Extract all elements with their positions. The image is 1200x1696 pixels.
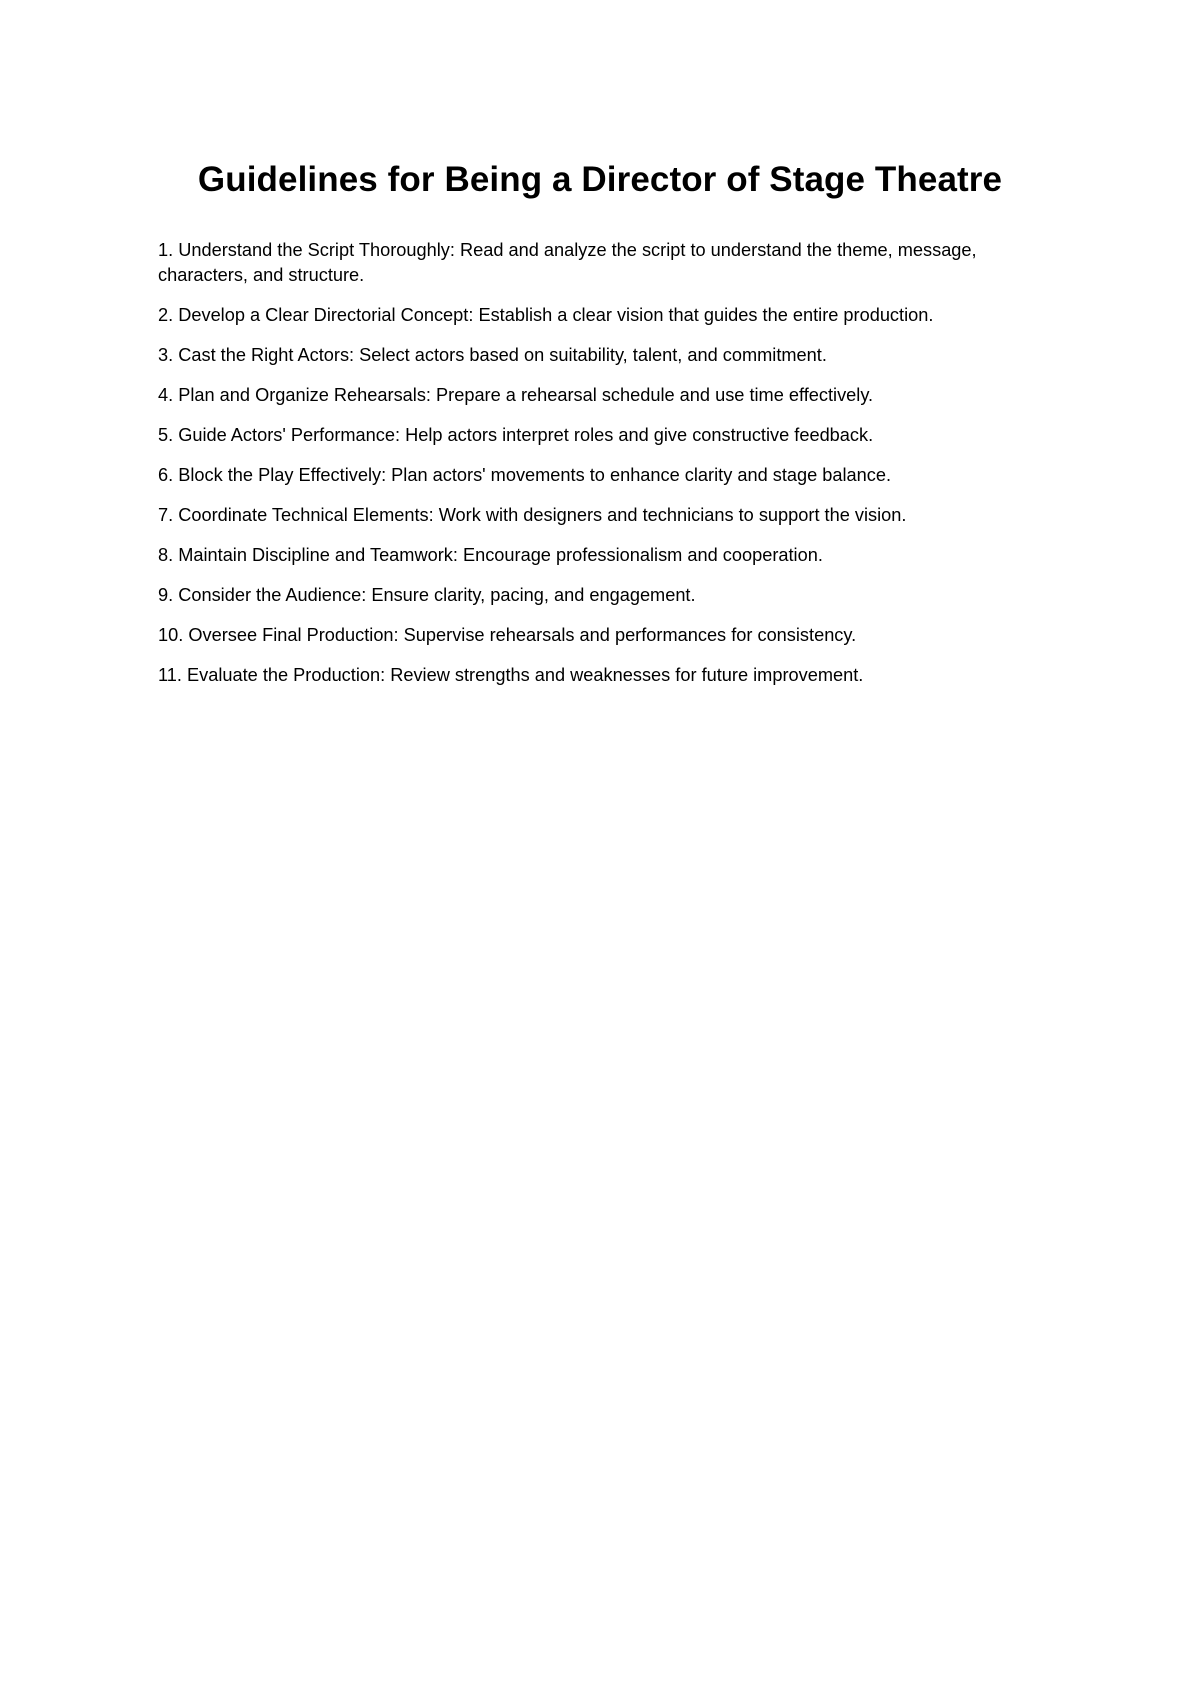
guideline-item: 11. Evaluate the Production: Review strengths and weaknesses for future improvement.: [158, 665, 864, 685]
guideline-item: 6. Block the Play Effectively: Plan actors' movements to enhance clarity and stage balance.: [158, 465, 892, 485]
guideline-item: 8. Maintain Discipline and Teamwork: Encourage professionalism and cooperation.: [158, 545, 823, 565]
document-title: Guidelines for Being a Director of Stage Theatre: [197, 160, 1003, 199]
guideline-item: 2. Develop a Clear Directorial Concept: Establish a clear vision that guides the entire production.: [158, 305, 934, 325]
guideline-item: 3. Cast the Right Actors: Select actors based on suitability, talent, and commitment.: [158, 345, 827, 365]
guideline-item: 9. Consider the Audience: Ensure clarity, pacing, and engagement.: [158, 585, 696, 605]
guideline-item: 1. Understand the Script Thoroughly: Read and analyze the script to understand the theme, message, characters, and structure.: [158, 240, 977, 285]
guideline-item: 10. Oversee Final Production: Supervise rehearsals and performances for consistency.: [158, 625, 857, 645]
guideline-item: 5. Guide Actors' Performance: Help actors interpret roles and give constructive feedback.: [158, 425, 874, 445]
guideline-item: 4. Plan and Organize Rehearsals: Prepare a rehearsal schedule and use time effectively.: [158, 385, 874, 405]
guidelines-list: [158, 238, 1048, 703]
guideline-item: 7. Coordinate Technical Elements: Work with designers and technicians to support the vision.: [158, 505, 907, 525]
